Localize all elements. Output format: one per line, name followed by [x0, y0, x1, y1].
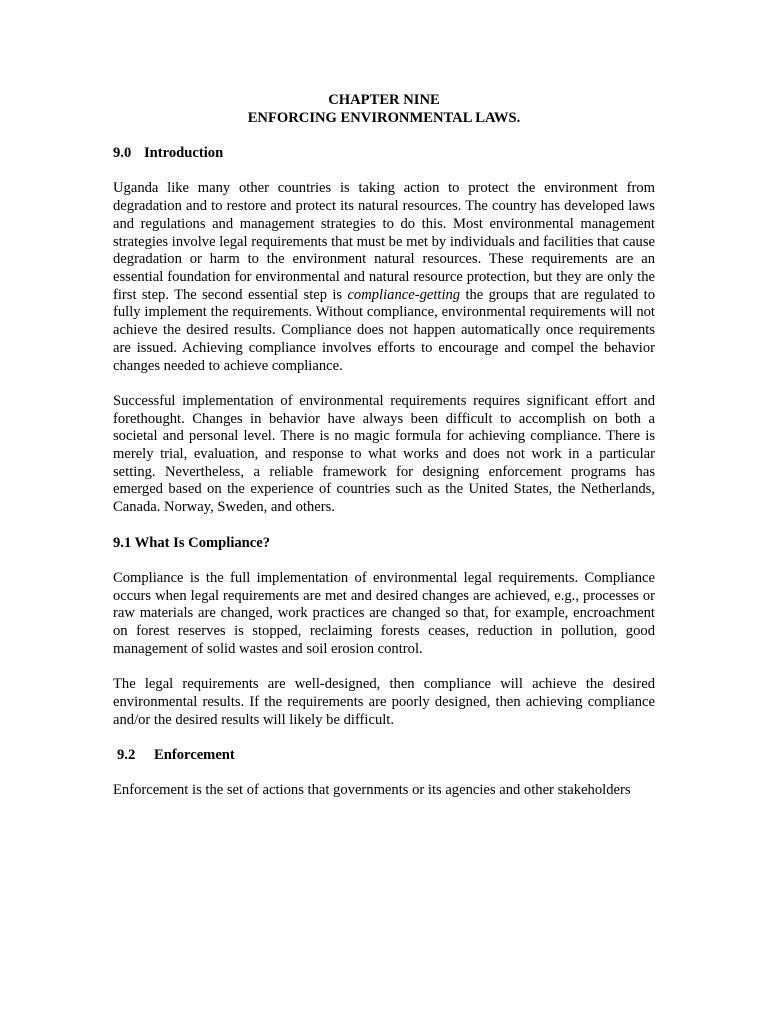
section-heading-introduction — [113, 145, 655, 163]
section-number: 9.0 — [113, 145, 132, 162]
intro-p1-text-cont: the groups that are regulated to fully implement the requirements. Without compliance, environmental requirements will not achieve the desired results. Compliance does not happen automatically once requirements are issued. Achieving compliance involves efforts to encourage and compel the behavior changes needed to achieve compliance. — [113, 286, 655, 374]
document-page — [113, 92, 655, 800]
enforcement-paragraph-1: Enforcement is the set of actions that governments or its agencies and other stakeholders — [113, 782, 631, 799]
section-heading-compliance: 9.1 What Is Compliance? — [113, 534, 271, 551]
intro-p1-text: Uganda like many other countries is taking action to protect the environment from degradation and to restore and protect its natural resources. The country has developed laws and regulations and management strategies to do this. Most environmental management strategies involve legal requirements that must be met by individuals and facilities that cause degradation or harm to the environment natural resources. These requirements are an essential foundation for environmental and natural resource protection, but they are only the first step. The second essential step is — [113, 180, 655, 303]
chapter-title-block — [113, 92, 655, 127]
chapter-label: CHAPTER NINE — [328, 92, 440, 108]
intro-paragraph-2: Successful implementation of environmental requirements requires significant effort and forethought. Changes in behavior have always been difficult to accomplish on both a societal and personal level. There is no magic formula for achieving compliance. There is merely trial, evaluation, and response to what works and does not work in a particular setting. Nevertheless, a reliable framework for designing enforcement programs has emerged based on the experience of countries such as the United States, the Netherlands, Canada. Norway, Sweden, and others. — [113, 392, 655, 516]
intro-paragraph-1 — [113, 180, 655, 375]
compliance-paragraph-2: The legal requirements are well-designed, then compliance will achieve the desired environmental results. If the requirements are poorly designed, then achieving compliance and/or the desired results will likely be difficult. — [113, 676, 655, 728]
section-title: Introduction — [144, 145, 224, 162]
chapter-title: ENFORCING ENVIRONMENTAL LAWS. — [247, 109, 521, 126]
section-title: Enforcement — [154, 746, 235, 763]
section-heading-enforcement — [113, 747, 655, 765]
compliance-paragraph-1: Compliance is the full implementation of environmental legal requirements. Compliance occurs when legal requirements are met and desired changes are achieved, e.g., processes or raw materials are changed, work practices are changed so that, for example, encroachment on forest reserves is stopped, reclaiming forests ceases, reduction in pollution, good management of solid wastes and soil erosion control. — [113, 569, 655, 657]
section-number: 9.2 — [117, 746, 136, 763]
intro-p1-emphasis: compliance-getting — [347, 286, 461, 303]
